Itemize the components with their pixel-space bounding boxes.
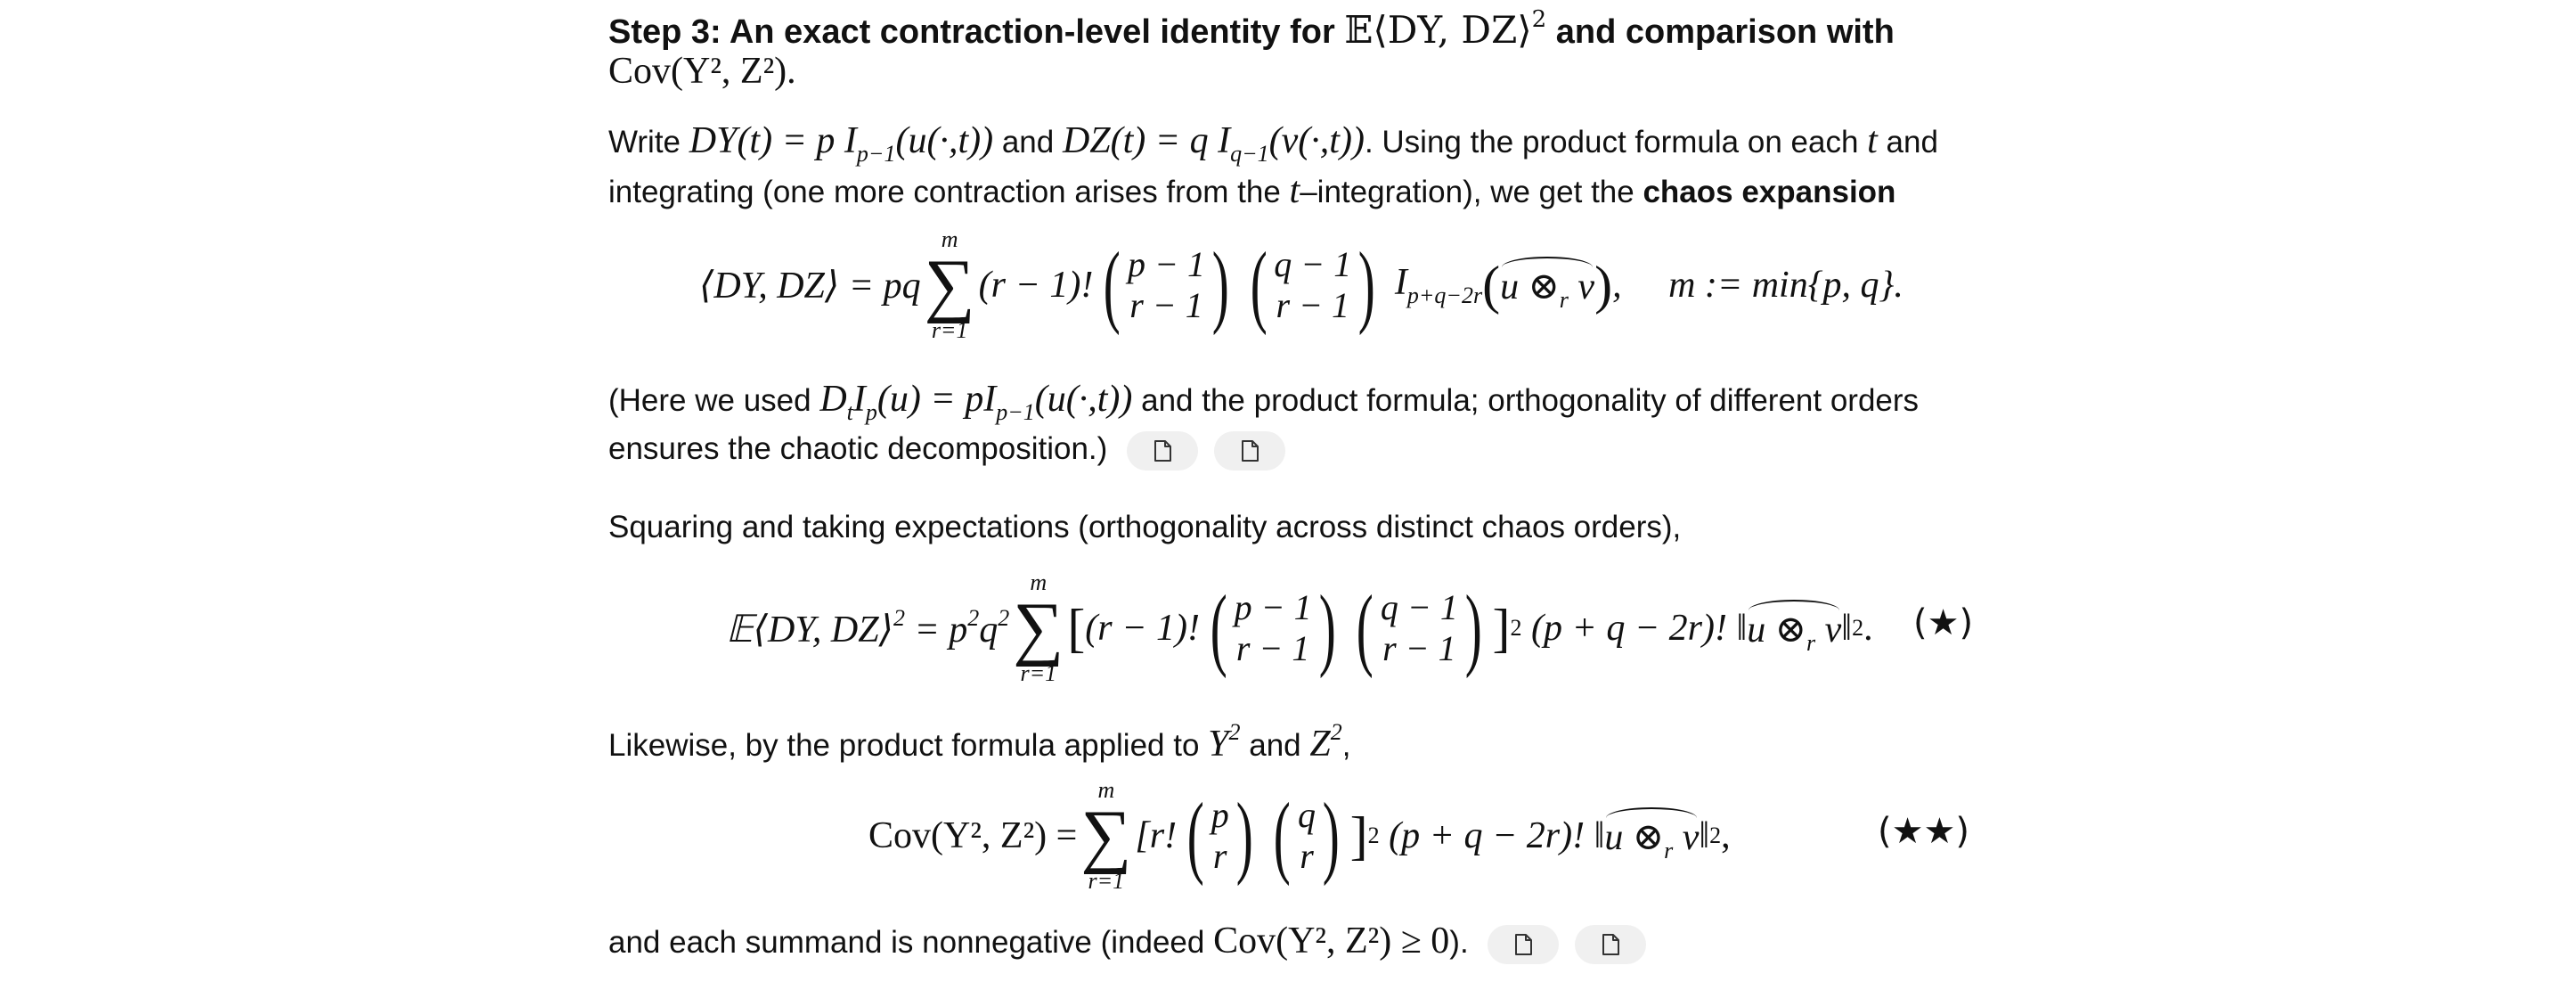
math-y: Y	[1208, 724, 1229, 765]
heading-text: Step 3: An exact contraction-level identity for	[608, 13, 1345, 51]
para-here-we-used	[608, 380, 1919, 432]
text: Write	[608, 125, 689, 160]
math-sup: 2	[1228, 719, 1241, 745]
para-ensures	[608, 430, 1285, 471]
sup: 2	[1367, 822, 1380, 848]
norm-close: ‖	[1841, 608, 1853, 649]
text: ,	[1341, 728, 1351, 763]
sum-upper: m	[1097, 777, 1115, 803]
binomial: ( q − 1 r − 1 )	[1250, 233, 1376, 336]
math-sub: p−1	[996, 399, 1035, 425]
math-end: (u(·,t))	[1034, 379, 1133, 420]
heading-math-sup: 2	[1531, 6, 1547, 33]
para-nonnegative	[608, 921, 1646, 964]
bracket-open: [r!	[1135, 815, 1178, 856]
sup: 2	[998, 605, 1010, 631]
binom-bottom: r − 1	[1276, 285, 1350, 325]
binom-top: p	[1211, 795, 1229, 835]
binom-bottom: r − 1	[1129, 285, 1203, 325]
copy-button[interactable]	[1214, 431, 1285, 471]
para-write	[608, 121, 1938, 174]
text: and	[993, 125, 1063, 160]
binom-top: q − 1	[1274, 244, 1352, 284]
contraction-end: v	[1673, 817, 1700, 858]
sup: 2	[967, 605, 980, 631]
math-dz-end: (v(·,t))	[1268, 120, 1365, 161]
copy-button[interactable]	[1488, 925, 1559, 964]
term-chaos-expansion: chaos expansion	[1643, 175, 1896, 209]
bracket-close: ]	[1492, 599, 1511, 658]
math-mid: (u) = pI	[876, 379, 997, 420]
sum-symbol: ∑	[1013, 589, 1064, 667]
binom-top: p − 1	[1234, 587, 1312, 627]
text: and	[1877, 125, 1938, 160]
sup: 2	[1852, 615, 1864, 641]
sum-lower: r=1	[1020, 660, 1057, 686]
math-dy: DY(t) = p I	[689, 120, 857, 161]
text: and each summand is nonnegative (indeed	[608, 925, 1214, 960]
eq-factorial: (r − 1)!	[978, 265, 1094, 306]
text: integrating (one more contraction arises from the	[608, 175, 1290, 209]
text: . Using the product formula on each	[1364, 125, 1868, 160]
binomial: ( q r )	[1274, 784, 1340, 887]
math-dz: DZ(t) = q I	[1062, 120, 1231, 161]
math-z: Z	[1309, 724, 1331, 765]
eq-mid: (p + q − 2r)! ‖	[1379, 815, 1605, 856]
sup: 2	[893, 605, 905, 631]
heading-math-expectation: 𝔼⟨DY, DZ⟩	[1344, 8, 1532, 52]
binom-top: q − 1	[1380, 587, 1458, 627]
text: Squaring and taking expectations (orthogonality across distinct chaos orders),	[608, 510, 1682, 544]
math-t: t	[1867, 120, 1878, 161]
contraction: u ⊗	[1747, 610, 1806, 651]
text: –integration), we get the	[1300, 175, 1643, 209]
heading-line-2	[608, 52, 796, 91]
sup: 2	[1709, 822, 1722, 848]
heading-text-2: and comparison with	[1546, 13, 1895, 51]
para-likewise	[608, 713, 1350, 765]
equation-star	[726, 570, 1873, 686]
math-t: t	[1289, 170, 1300, 211]
para-squaring	[608, 508, 1681, 547]
equation-tag-star: (★)	[1913, 602, 1974, 643]
text: ).	[1449, 925, 1469, 960]
math-sub: q−1	[1230, 141, 1269, 167]
equation-chaos-expansion: ⟨DY, DZ⟩ = pq m ∑ r=1 (r − 1)! ( p − 1 r − 1 ) ( q − 1 r − 1 ) $I_{p+q-2r}$ ( u $\otimes_r$ v ) , m := min{p, q}.	[699, 226, 1903, 343]
text: and the product formula; orthogonality of different orders	[1132, 383, 1920, 418]
binom-top: q	[1297, 795, 1316, 835]
eq-sign: = p	[904, 610, 968, 651]
eq-lhs: ⟨DY, DZ⟩ = pq	[699, 266, 921, 307]
copy-button[interactable]	[1127, 431, 1198, 471]
heading-math-cov: Cov(Y², Z²).	[608, 51, 796, 92]
binom-bottom: r	[1212, 836, 1227, 876]
copy-button[interactable]	[1575, 925, 1646, 964]
contraction: u ⊗	[1500, 266, 1560, 307]
copy-icon	[1512, 933, 1534, 956]
ito-integral: I	[1394, 262, 1407, 303]
contraction-sub: r	[1664, 838, 1674, 863]
equation-tag-double-star: (★★)	[1878, 811, 1969, 852]
copy-icon	[1239, 439, 1260, 462]
bracket-close: ]	[1349, 806, 1368, 865]
math-sub: p−1	[856, 141, 896, 167]
norm-close: ‖	[1699, 815, 1710, 856]
binom-bottom: r − 1	[1235, 628, 1310, 668]
copy-icon	[1600, 933, 1621, 956]
math-dy-end: (u(·,t))	[895, 120, 994, 161]
para-integrating	[608, 171, 1895, 212]
math-cov-nonneg: Cov(Y², Z²) ≥ 0	[1213, 921, 1450, 962]
sum-upper: m	[941, 226, 958, 252]
binom-top: p − 1	[1127, 244, 1205, 284]
binomial: ( p − 1 r − 1 )	[1104, 233, 1229, 336]
eq-end: .	[1863, 608, 1873, 649]
eq-lhs: Cov(Y², Z²) =	[868, 815, 1078, 856]
eq-factorial: (r − 1)!	[1085, 608, 1200, 649]
eq-lhs: 𝔼⟨DY, DZ⟩	[726, 610, 893, 651]
math-d: D	[819, 379, 847, 420]
math-sub: p	[865, 399, 877, 425]
eq-tail: , m := min{p, q}.	[1612, 265, 1903, 306]
eq-mid: (p + q − 2r)! ‖	[1521, 608, 1748, 649]
sup: 2	[1510, 615, 1522, 641]
bracket-open: [	[1067, 599, 1086, 658]
step-heading	[608, 0, 1895, 52]
contraction-end: v	[1568, 266, 1595, 307]
math-sub: t	[846, 399, 853, 425]
text: ensures the chaotic decomposition.)	[608, 431, 1108, 466]
contraction-sub: r	[1806, 630, 1816, 656]
text: and	[1240, 728, 1310, 763]
sum-lower: r=1	[1088, 868, 1125, 894]
copy-icon	[1152, 439, 1173, 462]
binomial: ( p r )	[1186, 784, 1253, 887]
eq-q: q	[979, 610, 999, 651]
sum-upper: m	[1030, 569, 1048, 595]
contraction: u ⊗	[1604, 817, 1665, 858]
equation-double-star	[868, 778, 1731, 894]
binomial: ( q − 1 r − 1 )	[1357, 577, 1482, 679]
text: (Here we used	[608, 383, 820, 418]
binom-bottom: r − 1	[1382, 628, 1456, 668]
contraction-end: v	[1815, 610, 1842, 651]
contraction-sub: r	[1559, 287, 1569, 313]
math-sup: 2	[1330, 719, 1342, 745]
text: Likewise, by the product formula applied to	[608, 728, 1209, 763]
math-i: I	[852, 379, 866, 420]
sum-lower: r=1	[931, 317, 968, 343]
eq-end: ,	[1721, 815, 1731, 856]
binom-bottom: r	[1300, 836, 1314, 876]
ito-sub: p+q−2r	[1406, 282, 1483, 308]
sum-symbol: ∑	[1080, 797, 1132, 875]
sum-symbol: ∑	[924, 246, 975, 324]
binomial: ( p − 1 r − 1 )	[1210, 577, 1336, 679]
